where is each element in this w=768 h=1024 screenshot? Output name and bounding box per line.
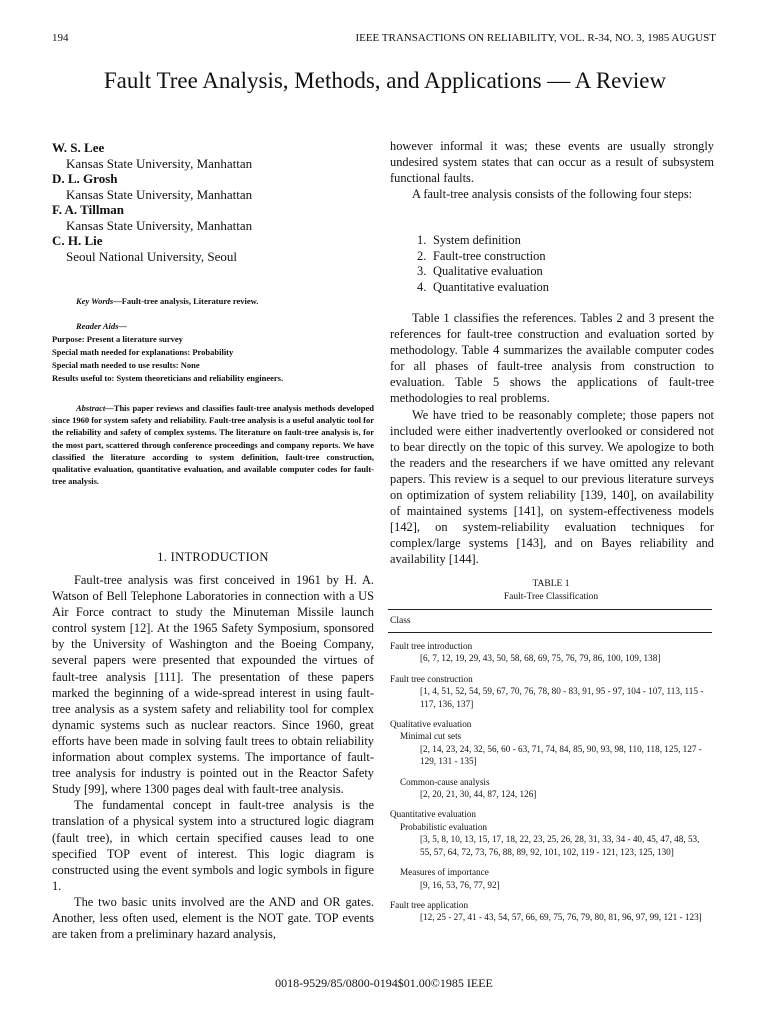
paragraph: The two basic units involved are the AND and OR gates. Another, less often used, element is the NOT gate. TOP events are taken from a preliminary hazard analysis, [52,894,374,942]
author-affiliation: Kansas State University, Manhattan [66,187,253,202]
list-item [417,264,697,280]
table-subrow: Minimal cut sets [400,731,462,742]
table-refs: [9, 16, 53, 76, 77, 92] [420,879,500,890]
reader-aids-line: Purpose: Present a literature survey [52,334,183,344]
author-name: D. L. Grosh [52,171,118,186]
key-words-label: Key Words— [76,296,122,306]
table-refs: [2, 14, 23, 24, 32, 56, 60 - 63, 71, 74, 84, 85, 90, 93, 98, 110, 118, 125, 127 - 129, 131 - 135] [420,743,702,767]
step-text: Fault-tree construction [433,248,546,263]
paper-title: Fault Tree Analysis, Methods, and Applications — A Review [103,68,667,93]
author-affiliation: Seoul National University, Seoul [66,249,238,264]
right-column-top [390,138,714,202]
key-words-text: Fault-tree analysis, Literature review. [121,296,259,306]
step-number: 2. [417,248,427,263]
table-column-header: Class [390,616,411,626]
table-refs: [2, 20, 21, 30, 44, 87, 124, 126] [420,789,537,800]
table-body [390,640,712,924]
left-column-body [52,572,374,942]
step-number: 1. [417,233,427,247]
table-row: Fault tree introduction [390,641,473,651]
step-text: Qualitative evaluation [433,264,543,278]
table-row: Qualitative evaluation [390,719,472,730]
reader-aids-line: Special math needed to use results: None [52,360,200,370]
list-item [417,280,697,296]
table-row: Quantitative evaluation [390,809,476,820]
section-heading: 1. INTRODUCTION [157,550,269,564]
reader-aids [52,320,372,385]
table-row: Fault tree construction [390,673,473,684]
step-number: 4. [417,279,427,294]
paragraph: Fault-tree analysis was first conceived in 1961 by H. A. Watson of Bell Telephone Laboratories in connection with a US Air Force contract to study the Minuteman Missile launch control system [12]. At the 1965 Safety Symposium, sponsored by the University of Washington and the Boeing Company, several papers were presented that expounded the virtues of fault-tree analysis [111]. The presentation of these papers marked the beginning of a wide-spread interest in using fault-tree analysis as a system safety and reliability tool for complex dynamic systems such as nuclear reactors. Since 1960, great efforts have been made in solving fault trees to obtain reliability information about complex systems. The importance of fault-tree analysis for industry is pointed out in the Reactor Safety Study [99], where 1300 pages deal with fault-tree analysis. [52,573,374,797]
author-name: W. S. Lee [52,140,105,155]
table-top-rule [388,609,712,610]
step-text: Quantitative evaluation [433,279,549,294]
table-refs: [6, 7, 12, 19, 29, 43, 50, 58, 68, 69, 75, 76, 79, 86, 100, 109, 138] [420,653,661,664]
paragraph: A fault-tree analysis consists of the following four steps: [412,187,693,202]
running-head: IEEE TRANSACTIONS ON RELIABILITY, VOL. R-34, NO. 3, 1985 AUGUST [355,32,716,44]
reader-aids-line: Results useful to: System theoreticians and reliability engineers. [52,373,284,383]
copyright-footer: 0018-9529/85/0800-0194$01.00©1985 IEEE [275,976,493,990]
author-affiliation: Kansas State University, Manhattan [66,156,253,171]
table-header-rule [388,632,712,633]
table-caption: Fault-Tree Classification [503,592,599,602]
table-row: Fault tree application [390,899,469,910]
paragraph: however informal it was; these events are usually strongly undesired system states that can occur as a result of subsystem functional faults. [390,139,714,186]
list-item [417,233,697,249]
table-subrow: Common-cause analysis [400,776,490,787]
right-column-middle [390,310,714,568]
paragraph: We have tried to be reasonably complete; those papers not included were either inadvertently overlooked or considered not to bear directly on the topic of this survey. We apologize to both the readers and the researchers if we have omitted any relevant papers. This review is a sequel to our previous literature surveys on optimization of system reliability [139, 140], on availability of maintained systems [141], on system-effectiveness models [142], on system-reliability evaluation techniques for complex/large systems [143], and on Bayes reliability and availability [144]. [390,407,714,567]
table-refs: [1, 4, 51, 52, 54, 59, 67, 70, 76, 78, 80 - 83, 91, 95 - 97, 104 - 107, 113, 115 - 117, 136, 137] [420,686,704,709]
key-words [76,296,386,306]
reader-aids-title: Reader Aids— [76,321,127,331]
table-refs: [12, 25 - 27, 41 - 43, 54, 57, 66, 69, 75, 76, 79, 80, 81, 96, 97, 99, 121 - 123] [420,912,702,923]
author-name: F. A. Tillman [52,202,125,217]
abstract-text: This paper reviews and classifies fault-tree analysis methods developed since 1960 for system safety and reliability. Fault-tree analysis is a useful analytic tool for the reliability and safety of complex systems. The literature on fault-tree analysis is, for the most part, scattered through conference proceedings and company reports. We have classified the literature according to system definition, fault-tree construction, qualitative evaluation, quantitative evaluation, and available computer codes for fault-tree analysis. [52,403,374,487]
step-text: System definition [433,233,521,247]
abstract [52,402,374,487]
abstract-label: Abstract— [76,403,114,413]
reader-aids-line: Special math needed for explanations: Probability [52,347,234,357]
step-number: 3. [417,264,427,278]
table-label: TABLE 1 [532,579,570,589]
table-subrow: Measures of importance [400,867,489,878]
paragraph: The fundamental concept in fault-tree analysis is the translation of a physical system into a structured logic diagram (fault tree), in which certain specified causes lead to one specified TOP event of interest. This logic diagram is constructed using the event symbols and logic symbols in figure 1. [52,798,374,893]
page-number: 194 [52,32,69,44]
table-subrow: Probabilistic evaluation [400,821,488,832]
paragraph: Table 1 classifies the references. Tables 2 and 3 present the references for fault-tree construction and evaluation sorted by methodology. Table 4 summarizes the available computer codes for all phases of fault-tree analysis from construction to evaluation. Table 5 shows the applications of fault-tree methodologies to real problems. [390,311,714,406]
author-name: C. H. Lie [52,233,103,248]
table-refs: [3, 5, 8, 10, 13, 15, 17, 18, 22, 23, 25, 26, 28, 31, 33, 34 - 40, 45, 47, 48, 53, 55, 57, 64, 72, 73, 76, 88, 89, 92, 101, 102, 119 - 121, 123, 125, 130] [420,834,700,857]
author-affiliation: Kansas State University, Manhattan [66,218,253,233]
table-title [390,578,712,604]
author-block [52,140,352,264]
steps-list [417,233,697,295]
list-item [417,249,697,265]
